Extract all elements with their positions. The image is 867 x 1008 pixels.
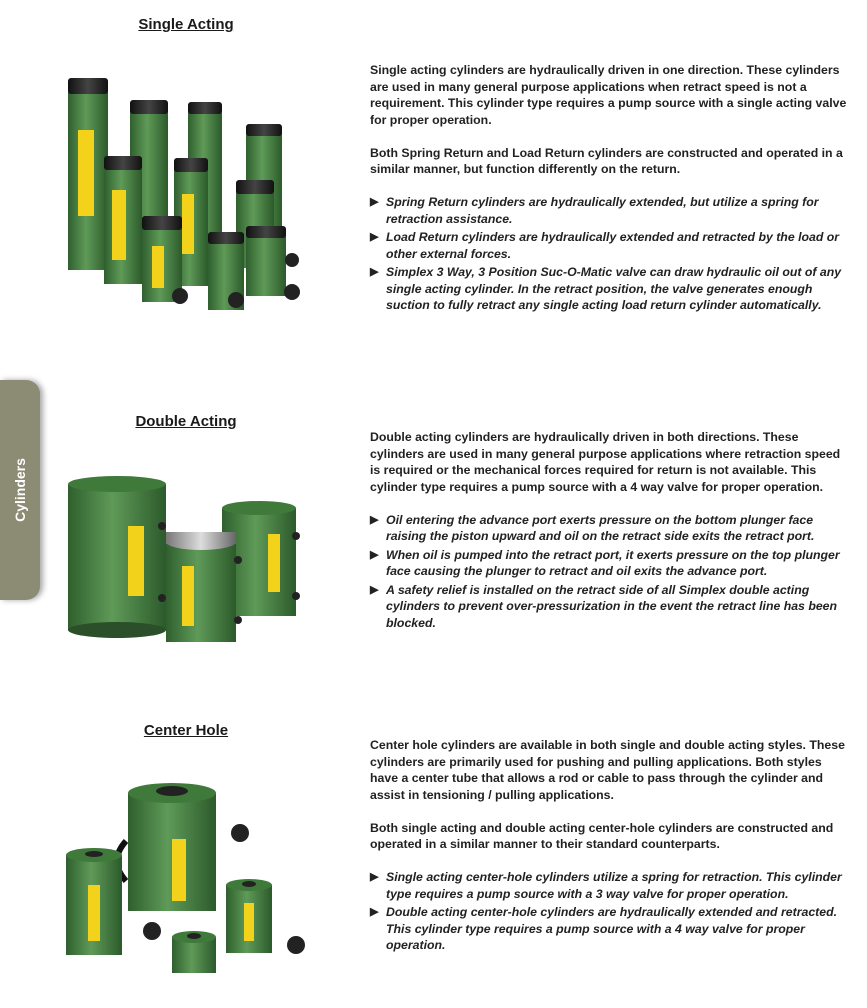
bullet-item: ▶ When oil is pumped into the retract port, it exerts pressure on the top plunger face causing the plunger to retract and oil exits the advance port. (370, 547, 848, 580)
bullet-item: ▶ Simplex 3 Way, 3 Position Suc-O-Matic valve can draw hydraulic oil out of any single acting cylinder. In the retract position, the valve generates enough suction to fully retract any single acting load return cylinder automatically. (370, 264, 848, 314)
double-acting-bullet-list (370, 512, 848, 632)
side-tab-label: Cylinders (12, 458, 28, 522)
bullet-item: ▶ Single acting center-hole cylinders utilize a spring for retraction. This cylinder type requires a pump source with a 3 way valve for proper operation. (370, 869, 848, 902)
bullet-item: ▶ Spring Return cylinders are hydraulically extended, but utilize a spring for retraction assistance. (370, 194, 848, 227)
section-title-double-acting: Double Acting (135, 413, 237, 430)
bullet-item: ▶ Oil entering the advance port exerts pressure on the bottom plunger face raising the piston upward and oil on the retract side exits the retract port. (370, 512, 848, 545)
center-hole-cylinders-image (60, 775, 320, 985)
double-acting-text (370, 429, 848, 633)
double-acting-cylinders-image (62, 470, 312, 655)
single-acting-paragraph-1: Single acting cylinders are hydraulically driven in one direction. These cylinders are used in many general purpose applications when retract speed is not a requirement. This cylinder type requires a pump source with a single acting valve for proper operation. (370, 63, 847, 127)
center-hole-paragraph-2: Both single acting and double acting center-hole cylinders are constructed and operated in a similar manner to their standard counterparts. (370, 820, 834, 851)
cylinders-side-tab[interactable] (0, 380, 40, 600)
single-acting-text (370, 62, 848, 316)
double-acting-paragraph-1: Double acting cylinders are hydraulically driven in both directions. These cylinders are used in many general purpose applications where retraction speed is required or the mechanical forces required for return is not available. This cylinder type requires a pump source with a 4 way valve for proper operation. (370, 430, 841, 494)
center-hole-paragraph-1: Center hole cylinders are available in both single and double acting styles. These cylinders are primarily used for pushing and pulling applications. Both styles have a center tube that allows a rod or cable to pass through the cylinder and assist in tensioning / pulling applications. (370, 738, 845, 802)
single-acting-paragraph-2: Both Spring Return and Load Return cylinders are constructed and operated in a similar manner, but function differently on the return. (370, 145, 843, 176)
bullet-item: ▶ Load Return cylinders are hydraulically extended and retracted by the load or other external forces. (370, 229, 848, 262)
section-title-center-hole: Center Hole (143, 722, 229, 739)
single-acting-cylinders-image (60, 70, 330, 315)
center-hole-bullet-list (370, 869, 848, 954)
bullet-item: ▶ A safety relief is installed on the retract side of all Simplex double acting cylinders to prevent over-pressurization in the event the retract line has been blocked. (370, 582, 848, 632)
section-title-single-acting: Single Acting (138, 16, 234, 33)
center-hole-text (370, 737, 848, 956)
single-acting-bullet-list (370, 194, 848, 314)
bullet-item: ▶ Double acting center-hole cylinders are hydraulically extended and retracted. This cylinder type requires a pump source with a 4 way valve for proper operation. (370, 904, 848, 954)
